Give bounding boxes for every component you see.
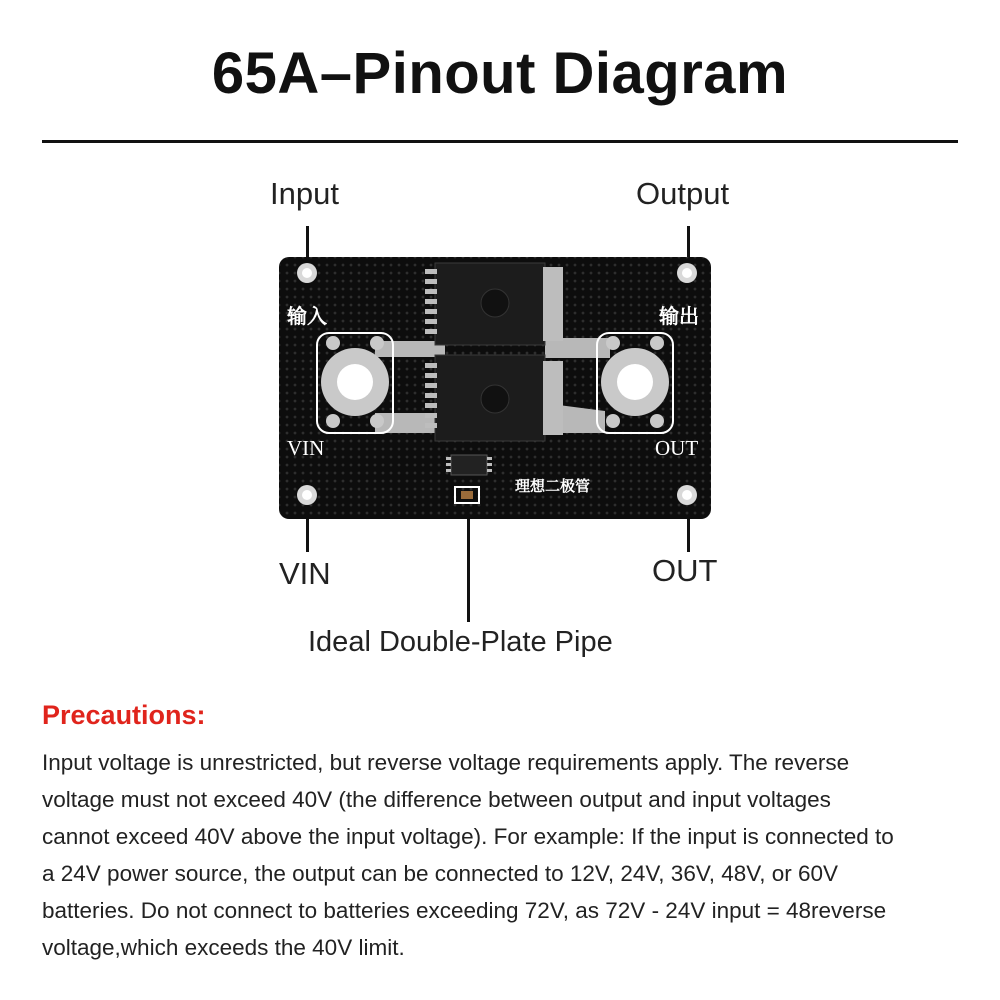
- page-title: 65A–Pinout Diagram: [211, 41, 789, 106]
- precautions-line: batteries. Do not connect to batteries exceeding 72V, as 72V - 24V input = 48reverse: [42, 898, 887, 923]
- ideal-diode-label: Ideal Double-Plate Pipe: [308, 626, 613, 658]
- precautions-line: voltage,which exceeds the 40V limit.: [42, 935, 405, 960]
- board-output-cn: 输出: [659, 306, 699, 328]
- board-out-text: OUT: [655, 436, 699, 460]
- board-input-cn: 输入: [287, 306, 327, 328]
- board-ideal-diode-cn: 理想二极管: [515, 479, 591, 495]
- out-label: OUT: [652, 553, 718, 588]
- precautions-line: a 24V power source, the output can be connected to 12V, 24V, 36V, 48V, or 60V: [42, 861, 839, 886]
- precautions-heading: Precautions:: [42, 700, 206, 730]
- output-label: Output: [636, 176, 730, 211]
- input-label: Input: [270, 176, 339, 211]
- precautions-line: cannot exceed 40V above the input voltage). For example: If the input is connected to: [42, 824, 894, 849]
- pcb-board: [275, 253, 715, 523]
- precautions-line: voltage must not exceed 40V (the difference between output and input voltages: [42, 787, 831, 812]
- mosfet-top: [425, 263, 563, 345]
- board-vin-text: VIN: [287, 436, 325, 460]
- mosfet-bottom: [425, 355, 563, 441]
- precautions-text: [42, 744, 962, 966]
- precautions-line: Input voltage is unrestricted, but reverse voltage requirements apply. The reverse: [42, 750, 850, 775]
- vin-label: VIN: [279, 556, 331, 591]
